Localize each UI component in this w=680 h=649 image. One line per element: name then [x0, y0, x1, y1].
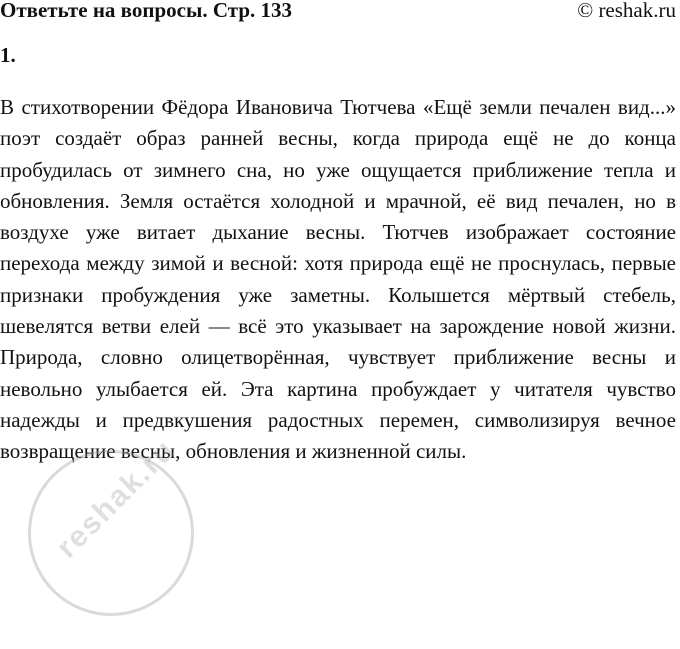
- page-header: [0, 0, 680, 28]
- page-title: Ответьте на вопросы. Стр. 133: [0, 0, 293, 22]
- watermark-text: reshak.ru: [50, 432, 182, 565]
- source-label: © reshak.ru: [577, 0, 676, 22]
- question-number: 1.: [0, 43, 16, 67]
- answer-paragraph: В стихотворении Фёдора Ивановича Тютчева «Ещё земли печален вид...» поэт создаёт образ ранней весны, когда природа ещё не до конца пробудилась от зимнего сна, но уже ощущается приближение тепла и обновления. Земля остаётся холодной и мрачной, её вид печален, но в воздухе уже витает дыхание весны. Тютчев изображает состояние перехода между зимой и весной: хотя природа ещё не проснулась, первые признаки пробуждения уже заметны. Колышется мёртвый стебель, шевелятся ветви елей — всё это указывает на зарождение новой жизни. Природа, словно олицетворённая, чувствует приближение весны и невольно улыбается ей. Эта картина пробуждает у читателя чувство надежды и предвкушения радостных перемен, символизируя вечное возвращение весны, обновления и жизненной силы.: [0, 95, 676, 464]
